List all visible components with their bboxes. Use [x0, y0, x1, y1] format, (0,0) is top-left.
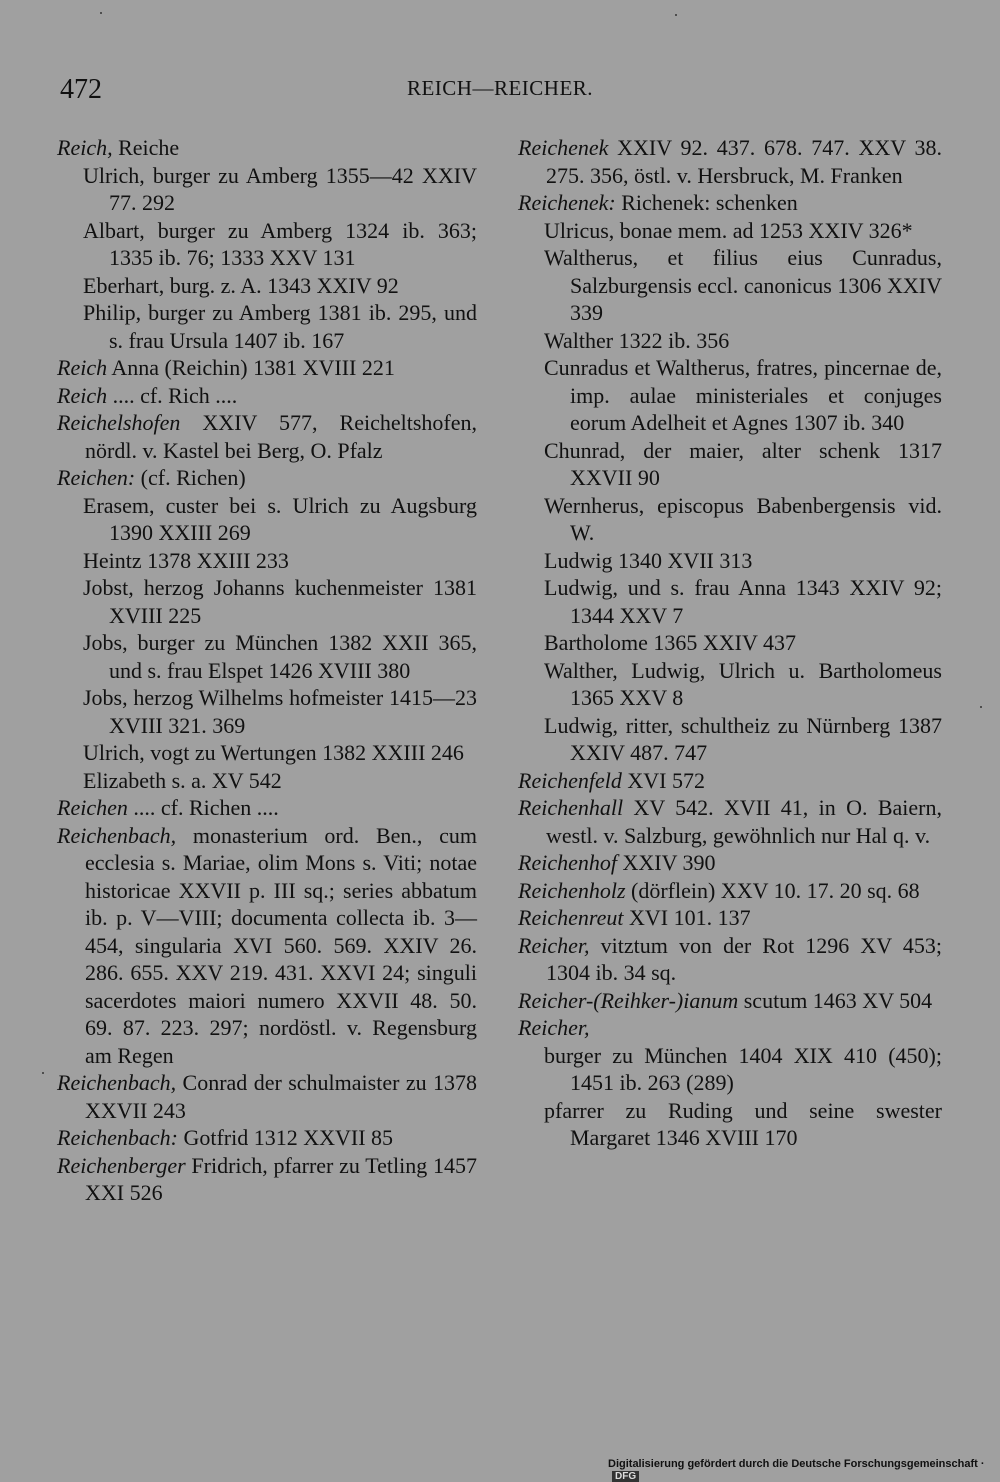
index-entry	[57, 1069, 477, 1124]
entry-text: Erasem, custer bei s. Ulrich zu Augsburg 1390 XXIII 269	[83, 492, 477, 545]
index-subentry	[57, 492, 477, 547]
entry-text: Walther, Ludwig, Ulrich u. Bartholomeus 1365 XXV 8	[544, 657, 942, 710]
entry-text: .... cf. Richen ....	[127, 795, 279, 820]
entry-text: Cunradus et Waltherus, fratres, pincernae de, imp. aulae ministeriales et conjuges eorum Adelheit et Agnes 1307 ib. 340	[544, 355, 942, 435]
headword: Reichenbach,	[57, 822, 177, 848]
headword: Reicher,	[518, 932, 590, 958]
headword: Reichen	[57, 795, 128, 820]
index-entry	[518, 134, 942, 189]
index-subentry	[518, 1042, 942, 1097]
headword: Reich	[57, 382, 108, 408]
index-subentry	[518, 244, 942, 327]
scan-speck	[100, 12, 102, 14]
entry-text: pfarrer zu Ruding und seine swester Margaret 1346 XVIII 170	[544, 1097, 942, 1150]
entry-text: Eberhart, burg. z. A. 1343 XXIV 92	[83, 272, 399, 298]
right-column	[518, 134, 942, 1152]
index-entry	[518, 877, 942, 905]
index-entry	[57, 1124, 477, 1152]
index-subentry	[518, 712, 942, 767]
entry-text: Ludwig 1340 XVII 313	[544, 547, 753, 573]
entry-text: Ludwig, ritter, schultheiz zu Nürnberg 1387 XXIV 487. 747	[544, 712, 942, 765]
headword: Reichenholz	[518, 877, 626, 903]
index-entry	[57, 409, 477, 464]
headword: Reichenhall	[518, 795, 624, 820]
headword: Reicher,	[518, 1015, 590, 1040]
entry-text: Waltherus, et filius eius Cunradus, Salzburgensis eccl. canonicus 1306 XXIV 339	[544, 245, 942, 325]
entry-text: XXIV 577, Reicheltshofen, nördl. v. Kastel bei Berg, O. Pfalz	[85, 410, 477, 463]
scan-speck	[675, 14, 677, 16]
entry-text: XXIV 390	[616, 850, 716, 875]
entry-text: scutum 1463 XV 504	[738, 987, 933, 1013]
headword: Reichelshofen	[57, 410, 181, 435]
footer-credit	[608, 1458, 1000, 1482]
headword: Reichenreut	[518, 905, 624, 930]
entry-text: Jobst, herzog Johanns kuchenmeister 1381 XVIII 225	[83, 575, 477, 628]
entry-text: XXIV 92. 437. 678. 747. XXV 38. 275. 356, östl. v. Hersbruck, M. Franken	[546, 135, 942, 188]
index-subentry	[57, 574, 477, 629]
index-entry	[518, 767, 942, 795]
entry-text: Conrad der schulmaister zu 1378 XXVII 243	[85, 1070, 477, 1123]
entry-text: .... cf. Rich ....	[107, 382, 238, 408]
index-entry	[57, 822, 477, 1070]
index-subentry	[518, 657, 942, 712]
entry-text: Wernherus, episcopus Babenbergensis vid. W.	[544, 492, 942, 545]
headword: Reichenbach:	[57, 1125, 178, 1150]
footer-text: Digitalisierung gefördert durch die Deutsche Forschungsgemeinschaft ·	[608, 1458, 985, 1470]
headword: Reichenhof	[518, 850, 617, 875]
index-entry	[518, 849, 942, 877]
index-entry	[57, 382, 477, 410]
index-entry	[57, 464, 477, 492]
index-subentry	[518, 327, 942, 355]
entry-text: Anna (Reichin) 1381 XVIII 221	[107, 355, 395, 380]
headword: Reichenberger	[57, 1152, 186, 1178]
index-subentry	[57, 299, 477, 354]
entry-text: Walther 1322 ib. 356	[544, 327, 730, 353]
left-column	[57, 134, 477, 1207]
headword: Reichenfeld	[518, 767, 622, 793]
index-subentry	[518, 629, 942, 657]
entry-text: Heintz 1378 XXIII 233	[83, 547, 289, 573]
entry-text: Chunrad, der maier, alter schenk 1317 XXVII 90	[544, 437, 942, 490]
entry-text: Ulricus, bonae mem. ad 1253 XXIV 326*	[544, 217, 913, 243]
entry-text: vitztum von der Rot 1296 XV 453; 1304 ib. 34 sq.	[546, 932, 942, 985]
index-subentry	[518, 217, 942, 245]
entry-text: Richenek: schenken	[615, 190, 798, 215]
entry-text: Albart, burger zu Amberg 1324 ib. 363; 1335 ib. 76; 1333 XXV 131	[83, 217, 477, 270]
index-subentry	[57, 739, 477, 767]
dfg-logo: DFG	[612, 1471, 639, 1482]
headword: Reich,	[57, 135, 113, 160]
entry-text: monasterium ord. Ben., cum ecclesia s. Mariae, olim Mons s. Viti; notae historicae XXVII p. III sq.; series abbatum ib. p. V—VIII; documenta collecta ib. 3—454, singularia XVI 560. 569. XXIV 26. 286. 655. XXV 219. 431. XXVI 24; singuli sacerdotes maiori numero XXVII 48. 50. 69. 87. 223. 297; nordöstl. v. Regensburg am Regen	[85, 822, 477, 1068]
entry-text: Fridrich, pfarrer zu Tetling 1457 XXI 526	[85, 1152, 477, 1205]
index-entry	[518, 987, 942, 1015]
index-entry	[57, 794, 477, 822]
index-entry	[57, 134, 477, 162]
entry-text: Jobs, herzog Wilhelms hofmeister 1415—23 XVIII 321. 369	[83, 685, 477, 738]
headword: Reichenbach,	[57, 1070, 177, 1095]
index-entry	[518, 189, 942, 217]
index-subentry	[518, 574, 942, 629]
scan-speck	[42, 1072, 44, 1074]
index-subentry	[518, 437, 942, 492]
entry-text: Ulrich, burger zu Amberg 1355—42 XXIV 77. 292	[83, 162, 477, 215]
entry-text: XVI 572	[621, 767, 705, 793]
headword: Reichenek	[518, 135, 609, 160]
index-subentry	[57, 272, 477, 300]
headword: Reichenek:	[518, 190, 616, 215]
scan-speck	[980, 706, 982, 708]
entry-text: Reiche	[112, 135, 180, 160]
index-subentry	[518, 1097, 942, 1152]
index-subentry	[57, 684, 477, 739]
index-subentry	[57, 162, 477, 217]
index-subentry	[57, 767, 477, 795]
index-entry	[518, 794, 942, 849]
index-subentry	[518, 492, 942, 547]
entry-text: burger zu München 1404 XIX 410 (450); 1451 ib. 263 (289)	[544, 1042, 942, 1095]
index-subentry	[57, 629, 477, 684]
index-subentry	[57, 217, 477, 272]
index-subentry	[57, 547, 477, 575]
headword: Reich	[57, 355, 108, 380]
entry-text: (cf. Richen)	[135, 465, 246, 490]
index-entry	[518, 1014, 942, 1042]
entry-text: Philip, burger zu Amberg 1381 ib. 295, und s. frau Ursula 1407 ib. 167	[83, 300, 477, 353]
headword: Reicher-(Reihker-)ianum	[518, 987, 739, 1013]
index-subentry	[518, 547, 942, 575]
running-head: REICH—REICHER.	[406, 76, 594, 100]
entry-text: Bartholome 1365 XXIV 437	[544, 630, 796, 655]
headword: Reichen:	[57, 465, 136, 490]
page-number: 472	[60, 74, 102, 105]
index-entry	[57, 1152, 477, 1207]
index-entry	[518, 904, 942, 932]
index-subentry	[518, 354, 942, 437]
entry-text: Elizabeth s. a. XV 542	[83, 767, 282, 793]
entry-text: XV 542. XVII 41, in O. Baiern, westl. v. Salzburg, gewöhnlich nur Hal q. v.	[546, 795, 942, 848]
entry-text: Ludwig, und s. frau Anna 1343 XXIV 92; 1344 XXV 7	[544, 575, 942, 628]
entry-text: Jobs, burger zu München 1382 XXII 365, und s. frau Elspet 1426 XVIII 380	[83, 630, 477, 683]
entry-text: Gotfrid 1312 XXVII 85	[177, 1125, 394, 1150]
index-entry	[57, 354, 477, 382]
index-entry	[518, 932, 942, 987]
entry-text: Ulrich, vogt zu Wertungen 1382 XXIII 246	[83, 740, 464, 765]
entry-text: XVI 101. 137	[623, 905, 751, 930]
entry-text: (dörflein) XXV 10. 17. 20 sq. 68	[625, 877, 920, 903]
